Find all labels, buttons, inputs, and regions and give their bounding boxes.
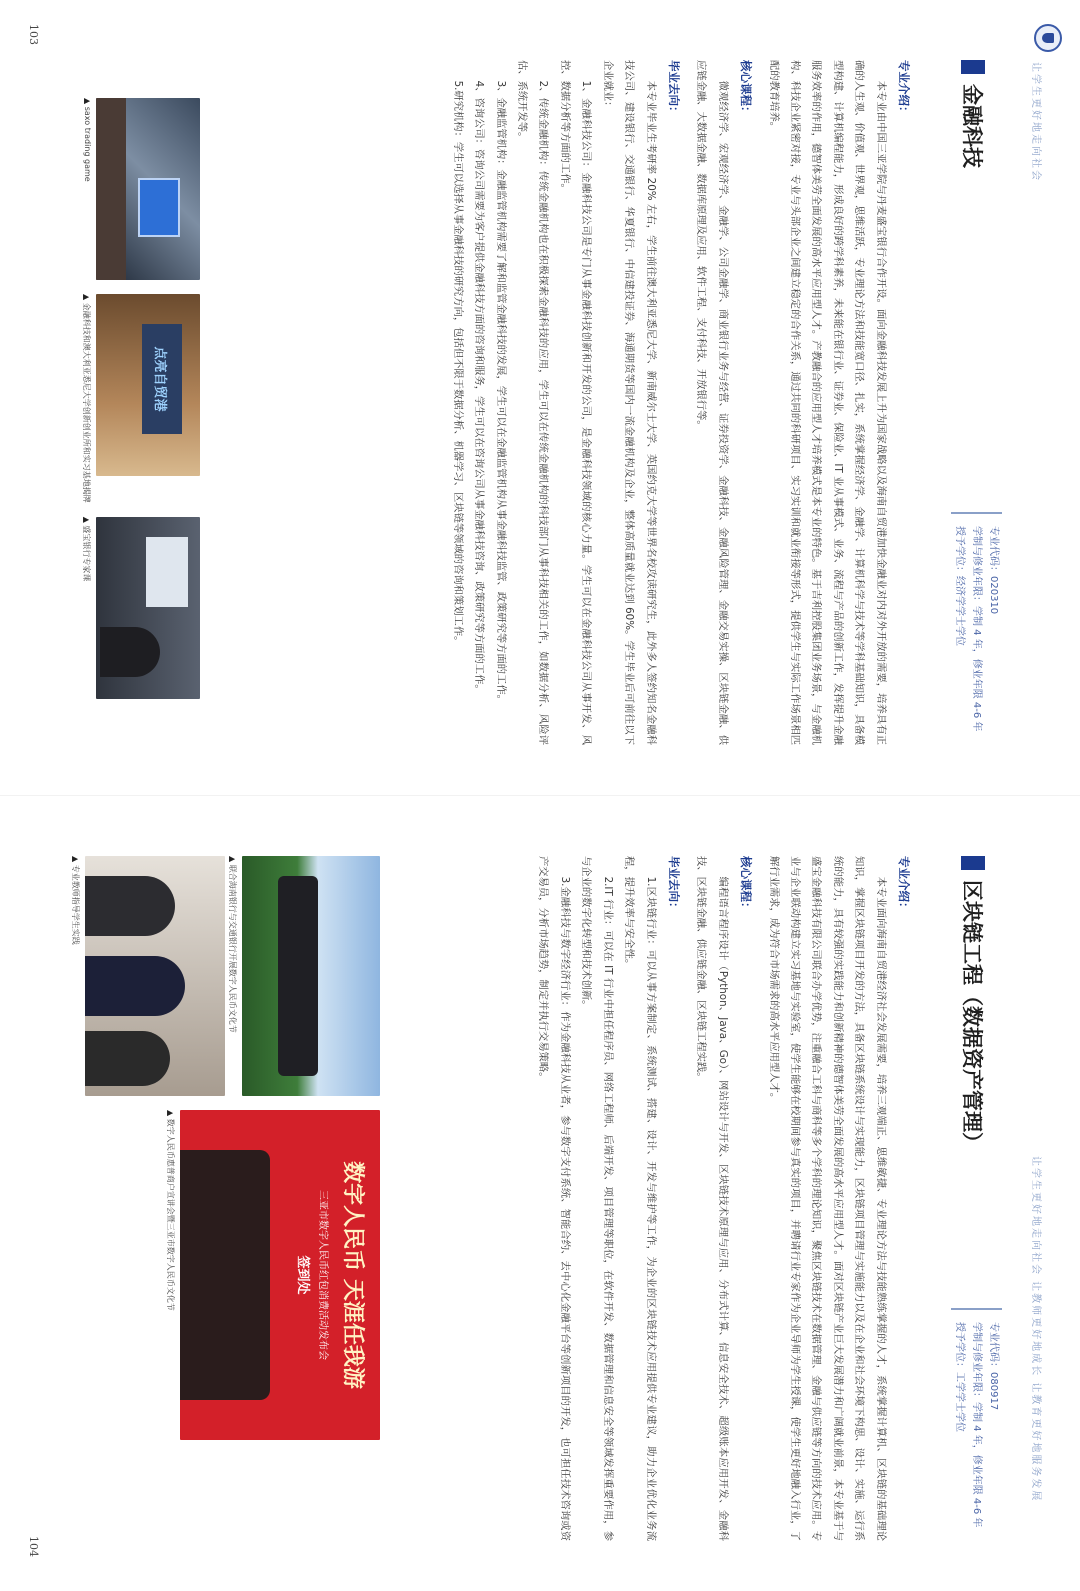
photo-figure xyxy=(165,1110,380,1440)
career-item: 2、传统金融机构：传统金融机构也在积极探索金融科技的应用，学生可以在传统金融机构的科技部门从事科技相关的工作，如数据分析、风险评估、系统开发等。 xyxy=(516,60,550,745)
crowd-shape xyxy=(278,876,318,1076)
program-years: 学制与修业年限：学制 4 年，修业年限 4-6 年 xyxy=(971,526,982,732)
core-text: 微观经济学、宏观经济学、金融学、公司金融学、商业银行业务与经营、证券投资学、金融科技、金融风险管理、金融交易实操、区块链金融、供应链金融、大数据金融、数据库原理及应用、软件工程、支付科技、开放银行等。 xyxy=(695,60,729,745)
photo-figure xyxy=(81,98,200,280)
photo-caption: ▲ 专业教师指导学生实践 xyxy=(70,856,81,1096)
unveiling-photo xyxy=(96,294,200,476)
program-code: 专业代码：080917 xyxy=(988,1322,999,1411)
photo-caption: ▲ 联合海南银行与交通银行开展数字人民币文化节 xyxy=(227,856,238,1096)
photo-row xyxy=(70,856,225,1096)
title-bar-icon xyxy=(961,856,985,870)
person-shape xyxy=(85,1031,170,1086)
teaching-photo xyxy=(85,856,225,1096)
sign-board: 点亮自贸港 xyxy=(142,324,182,434)
photo-row xyxy=(81,98,200,699)
banner-subtitle: 三亚市数字人民币红包消费活动发布会 xyxy=(317,1190,328,1360)
photo-caption: ▲ saxo trading game xyxy=(83,98,92,280)
program-meta xyxy=(951,512,1002,731)
program-degree: 授予学位：工学学士学位 xyxy=(954,1322,965,1432)
trading-game-photo xyxy=(96,98,200,280)
screen-shape xyxy=(138,178,180,237)
career-intro: 本专业毕业生考研率 20% 左右，学生前往澳大利亚悉尼大学、新南威尔士大学、英国约克大学等世界名校攻读研究生，此外多人签约知名金融科技公司、建设银行、交通银行、华夏银行、中信建投证券、海通期货等国内一流金融机构及企业，整体高质量就业达到 60%。学生毕业后可前往以下企业就业： xyxy=(601,60,657,745)
photo-caption: ▲ 数字人民币惠普商户宣讲会暨三亚市数字人民币文化节 xyxy=(165,1110,176,1440)
lecture-photo xyxy=(96,517,200,699)
photo-figure xyxy=(81,517,200,699)
career-item: 1、金融科技公司：金融科技公司是专门从事金融科技创新和开发的公司，是金融科技领域的核心力量。学生可以在金融科技公司从事开发、风控、数据分析等方面的工作。 xyxy=(558,60,593,745)
program-body xyxy=(532,856,920,1541)
photo-caption: ▲ 盛宝银行专家课 xyxy=(81,517,92,699)
event-banner-photo xyxy=(180,1110,380,1440)
career-item: 1.区块链行业：可以从事方案制定、系统测试、搭建、设计、开发与维护等工作，为企业的区块链技术应用提供专业建议，助力企业优化业务流程，提升效率与安全性。 xyxy=(623,856,657,1541)
intro-heading: 专业介绍： xyxy=(897,60,911,118)
career-heading: 毕业去向： xyxy=(666,60,681,118)
crowd-shape xyxy=(180,1150,270,1400)
person-shape xyxy=(85,876,175,936)
program-code: 专业代码：020310 xyxy=(988,526,999,615)
program-body xyxy=(446,60,920,745)
program-years: 学制与修业年限：学制 4 年，修业年限 4-6 年 xyxy=(971,1322,982,1528)
career-item: 3、金融监管机构：金融监管机构需要了解和监管金融科技的发展，学生可以在金融监管机构从事金融科技监管、政策研究等方面的工作。 xyxy=(494,80,507,705)
university-logo-icon xyxy=(1034,24,1062,52)
header-motto: 让学生更好地走向社会 让教师更好地成长 让教育更好地服务发展 xyxy=(1030,1156,1041,1503)
core-heading: 核心课程： xyxy=(739,856,754,914)
page-title xyxy=(958,856,988,1153)
person-shape xyxy=(85,956,185,1016)
photo-figure xyxy=(81,294,200,503)
page-blockchain xyxy=(0,796,1080,1591)
title-text: 区块链工程（数据资产管理） xyxy=(960,880,984,1153)
program-meta xyxy=(951,1308,1002,1527)
page-fintech xyxy=(0,0,1080,795)
banner-sign: 签到处 xyxy=(295,1255,310,1295)
program-degree: 授予学位：经济学学士学位 xyxy=(954,526,965,646)
career-item: 4、咨询公司：咨询公司需要为客户提供金融科技方面的咨询和服务，学生可以在咨询公司从事金融科技咨询、政策研究等方面的工作。 xyxy=(473,80,486,695)
monitor-shape xyxy=(146,537,188,607)
title-bar-icon xyxy=(961,60,985,74)
student-shape xyxy=(100,627,160,677)
photo-caption: ▲ 金融科技和澳大利亚悉尼大学创新创业所和实习基地揭牌 xyxy=(81,294,92,503)
header-motto: 让学生更好地走向社会 xyxy=(1030,62,1041,182)
career-heading: 毕业去向： xyxy=(666,856,681,914)
group-photo xyxy=(242,856,380,1096)
intro-heading: 专业介绍： xyxy=(897,856,911,914)
core-heading: 核心课程： xyxy=(739,60,754,118)
career-item: 5.研究机构：学生可以选择从事金融科技的研究方向，包括但不限于数据分析、机器学习、区块链等领域的咨询和策划工作。 xyxy=(451,80,464,647)
page-number: 103 xyxy=(27,24,40,45)
banner-title: 数字人民币 天涯任我游 xyxy=(340,1161,366,1389)
title-text: 金融科技 xyxy=(960,84,984,168)
career-item: 2.IT 行业：可以在 IT 行业中担任程序员、网络工程师、后端开发、项目管理等职位，在软件开发、数据管理和信息安全等领域发挥重要作用，参与企业的数字化转型和技术创新。 xyxy=(580,856,614,1541)
crowd-shape xyxy=(96,98,126,280)
core-text: 编程语言程序设计（Python、Java、Go）、网站设计与开发、区块链技术原理与应用、分布式计算、信息安全技术、超级账本应用开发、金融科技、区块链金融、供应链金融、区块链工程实践。 xyxy=(695,856,729,1541)
intro-text: 本专业由中国三亚学院与丹麦盛宝银行合作开设。面向金融科技发展上升为国家战略以及海南自贸港加快金融业对内对外开放的需要，培养具有正确的人生观、价值观、世界观，思维活跃，专业理论方法和技能宽口径、扎实，系统掌握经济学、金融学、计算机科学与技术等学科基础知识，具备模型构建、计算机编程能力，形成良好的跨学科素养，未来能在银行业、证券业、保险业、IT 业从事模式、业务、流程与产品的创新工作，发挥提升金融服务效率的作用，德智体美劳全面发展的高水平应用型人才。产教融合的应用型人才培养模式是本专业的特色。基于吉利控股集团业务场景，与金融机构、科技企业紧密对接，专业与头部企业之间建立稳定的合作关系，通过共同的科研项目、实习实训和就业衔接等形式，提供学生与实际工作场景相匹配的教育培养。 xyxy=(767,60,887,745)
intro-text: 本专业面向海南自贸港经济社会发展需要，培养三观端正、思维敏捷、专业理论方法与技能熟练掌握的人才，系统掌握计算机、区块链的基础理论知识，掌握区块链项目开发的方法，具备区块链系统设计与实现能力，区块链项目管理与实施能力以及在企业和社会环境下构思、设计、实施、运行系统的能力，具有较强的实践能力和创新精神的德智体美劳全面发展的高水平应用型人才。面对区块链产业巨大发展潜力和广阔就业前景，本专业基于与盛宝金融科技有限公司联合办学优势，注重融合工科与商科等多个学科的理论知识，聚焦区块链技术在数据管理、金融与供应链等方向的技术应用。专业与企业联动构建立实习基地与实验室，使学生能够在校期间参与真实的项目，并聘请行业专家作为企业导师为学生授课，使学生更好地融入行业，了解行业需求，成为符合市场需求的高水平应用型人才。 xyxy=(767,856,887,1541)
page-title xyxy=(958,60,988,168)
photo-figure xyxy=(70,856,225,1096)
page-number: 104 xyxy=(27,1536,40,1557)
career-item: 3.金融科技与数字经济行业：作为金融科技从业者，参与数字支付系统、智能合约、去中心化金融平台等创新项目的开发，也可担任技术咨询或资产交易员，分析市场趋势，制定并执行交易策略。 xyxy=(537,856,571,1541)
